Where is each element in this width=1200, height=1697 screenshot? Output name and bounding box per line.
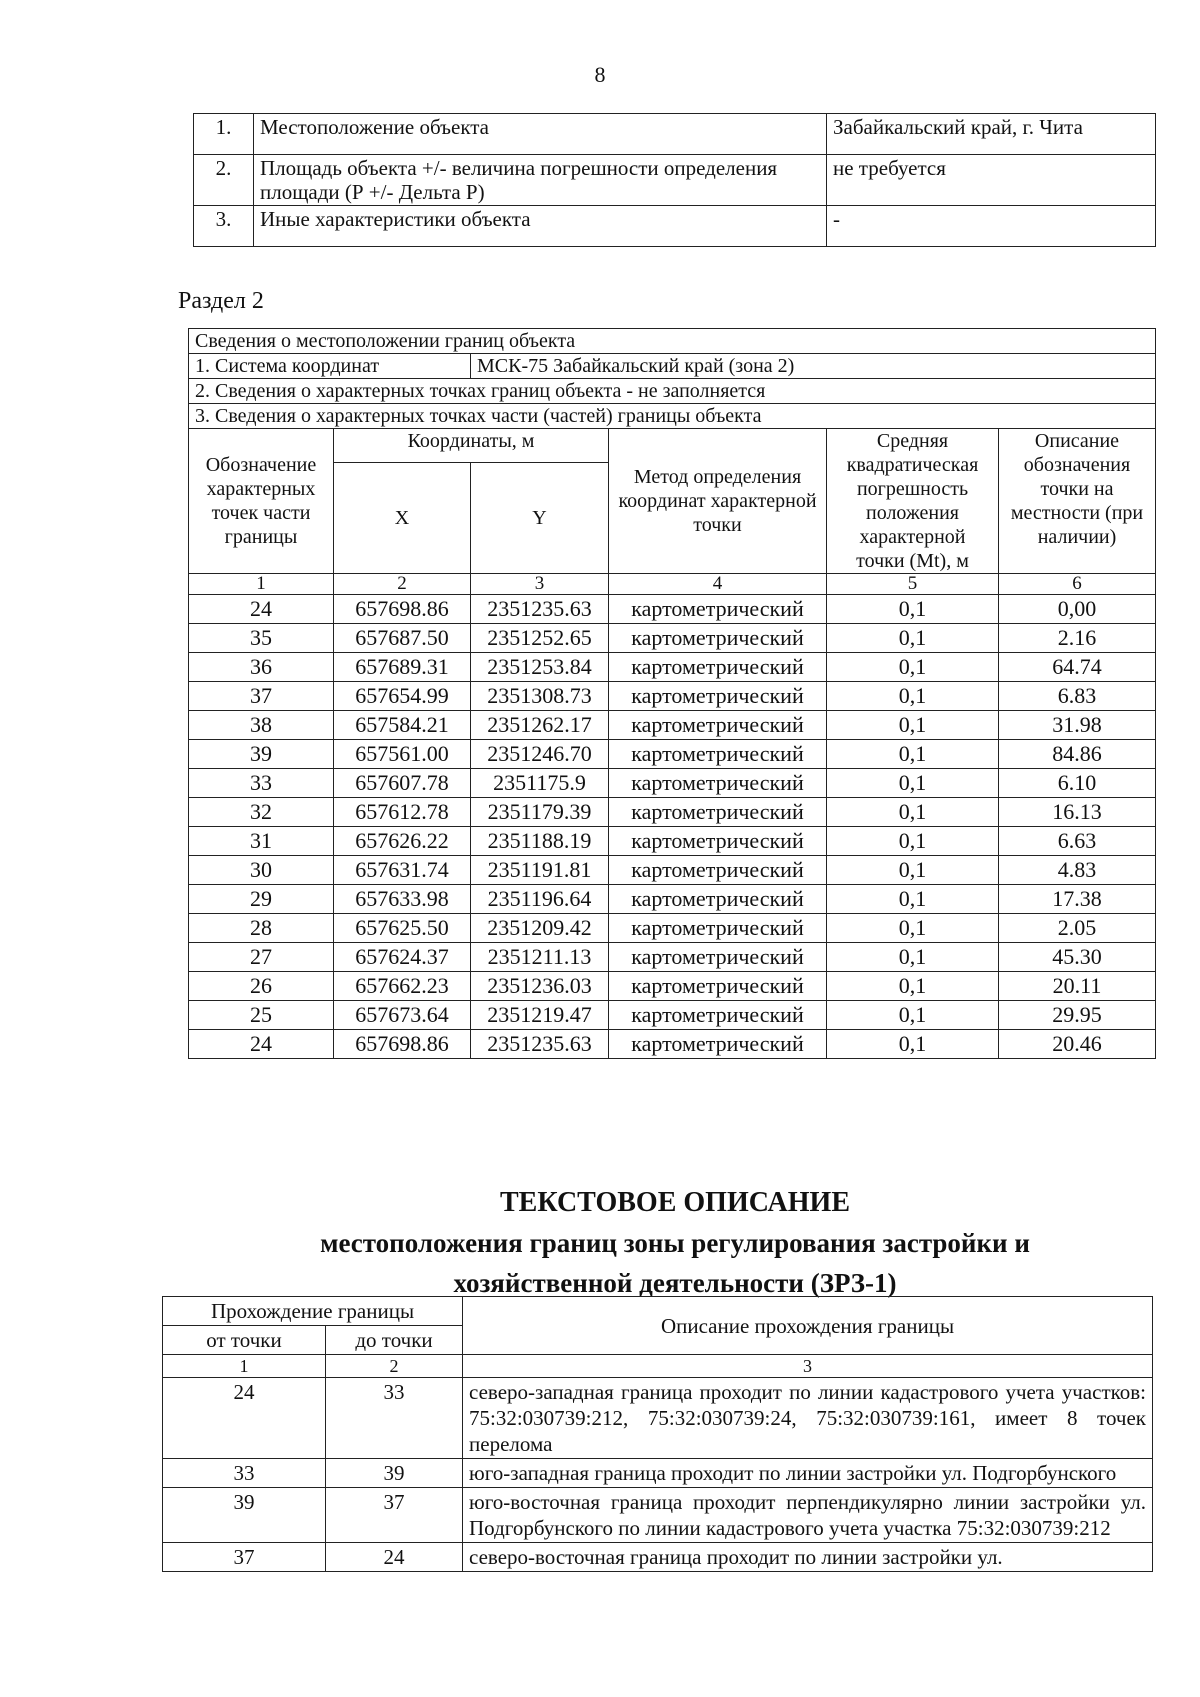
point-method: картометрический [609, 682, 827, 711]
point-id: 24 [189, 595, 334, 624]
page-number: 8 [594, 62, 606, 87]
boundary-points-table [188, 328, 1156, 1059]
table-row [163, 1378, 1153, 1459]
passage-description: северо-восточная граница проходит по линии застройки ул. [463, 1543, 1153, 1572]
point-error: 0,1 [827, 740, 999, 769]
point-error: 0,1 [827, 682, 999, 711]
point-id: 37 [189, 682, 334, 711]
point-method: картометрический [609, 856, 827, 885]
point-id: 39 [189, 740, 334, 769]
point-method: картометрический [609, 595, 827, 624]
passage-to: 39 [326, 1459, 463, 1488]
point-error: 0,1 [827, 943, 999, 972]
object-info-table [193, 113, 1156, 247]
point-id: 27 [189, 943, 334, 972]
text-description-subtitle-1: местоположения границ зоны регулирования застройки и [320, 1228, 1030, 1258]
point-id: 31 [189, 827, 334, 856]
point-method: картометрический [609, 769, 827, 798]
point-description: 64.74 [999, 653, 1156, 682]
point-description: 17.38 [999, 885, 1156, 914]
point-id: 36 [189, 653, 334, 682]
passage-from: 39 [163, 1488, 326, 1543]
passage-description: северо-западная граница проходит по линии кадастрового учета участков: 75:32:030739:212, 75:32:030739:24, 75:32:030739:161, имеет 8 точек перелома [463, 1378, 1153, 1459]
text-description-subtitle-2: хозяйственной деятельности (ЗРЗ-1) [453, 1268, 897, 1298]
row-number: 3. [194, 206, 254, 247]
point-error: 0,1 [827, 624, 999, 653]
column-number: 4 [609, 574, 827, 595]
point-y: 2351236.03 [471, 972, 609, 1001]
point-description: 2.16 [999, 624, 1156, 653]
point-x: 657612.78 [334, 798, 471, 827]
table-row [189, 740, 1156, 769]
table-row [189, 653, 1156, 682]
passage-from: 37 [163, 1543, 326, 1572]
table-row [189, 769, 1156, 798]
point-x: 657631.74 [334, 856, 471, 885]
table-row [189, 682, 1156, 711]
passage-to: 24 [326, 1543, 463, 1572]
header-method: Метод определения координат характерной точки [609, 429, 827, 574]
point-error: 0,1 [827, 914, 999, 943]
point-y: 2351188.19 [471, 827, 609, 856]
point-method: картометрический [609, 1001, 827, 1030]
passage-description: юго-западная граница проходит по линии застройки ул. Подгорбунского [463, 1459, 1153, 1488]
point-y: 2351235.63 [471, 1030, 609, 1059]
table-row [189, 885, 1156, 914]
point-description: 6.83 [999, 682, 1156, 711]
table-row [163, 1488, 1153, 1543]
row-label: Местоположение объекта [254, 114, 827, 155]
row-number: 1. [194, 114, 254, 155]
point-id: 33 [189, 769, 334, 798]
point-method: картометрический [609, 827, 827, 856]
point-id: 38 [189, 711, 334, 740]
table-row [163, 1459, 1153, 1488]
point-y: 2351175.9 [471, 769, 609, 798]
point-x: 657625.50 [334, 914, 471, 943]
point-id: 30 [189, 856, 334, 885]
text-description-title: ТЕКСТОВОЕ ОПИСАНИЕ [499, 1187, 850, 1218]
point-x: 657626.22 [334, 827, 471, 856]
point-y: 2351209.42 [471, 914, 609, 943]
point-method: картометрический [609, 711, 827, 740]
column-number: 1 [189, 574, 334, 595]
point-method: картометрический [609, 943, 827, 972]
point-method: картометрический [609, 972, 827, 1001]
point-description: 0,00 [999, 595, 1156, 624]
table-row [189, 1030, 1156, 1059]
table-row [189, 595, 1156, 624]
point-x: 657698.86 [334, 595, 471, 624]
passage-description: юго-восточная граница проходит перпендикулярно линии застройки ул. Подгорбунского по линии кадастрового учета участка 75:32:030739:212 [463, 1488, 1153, 1543]
coord-system-label: 1. Система координат [189, 354, 471, 379]
point-y: 2351253.84 [471, 653, 609, 682]
boundary-caption: Сведения о местоположении границ объекта [189, 329, 1156, 354]
table-row [189, 1001, 1156, 1030]
row-value: не требуется [827, 155, 1156, 206]
point-id: 28 [189, 914, 334, 943]
point-y: 2351219.47 [471, 1001, 609, 1030]
point-error: 0,1 [827, 769, 999, 798]
point-method: картометрический [609, 624, 827, 653]
boundary-note-3: 3. Сведения о характерных точках части (частей) границы объекта [189, 404, 1156, 429]
point-error: 0,1 [827, 1030, 999, 1059]
point-x: 657673.64 [334, 1001, 471, 1030]
boundary-passage-table [162, 1296, 1153, 1572]
passage-from: 33 [163, 1459, 326, 1488]
section-title: Раздел 2 [178, 288, 264, 314]
row-value: Забайкальский край, г. Чита [827, 114, 1156, 155]
row-label: Иные характеристики объекта [254, 206, 827, 247]
passage-to: 33 [326, 1378, 463, 1459]
table-row [189, 798, 1156, 827]
header-y: Y [471, 463, 609, 574]
point-x: 657584.21 [334, 711, 471, 740]
header-from: от точки [163, 1326, 326, 1355]
point-id: 25 [189, 1001, 334, 1030]
point-description: 31.98 [999, 711, 1156, 740]
point-id: 26 [189, 972, 334, 1001]
table-row [189, 943, 1156, 972]
point-x: 657662.23 [334, 972, 471, 1001]
point-x: 657698.86 [334, 1030, 471, 1059]
header-error: Средняя квадратическая погрешность положения характерной точки (Mt), м [827, 429, 999, 574]
table-row [194, 206, 1156, 247]
point-method: картометрический [609, 798, 827, 827]
point-error: 0,1 [827, 856, 999, 885]
table-row [189, 711, 1156, 740]
point-y: 2351196.64 [471, 885, 609, 914]
table-row [189, 624, 1156, 653]
point-error: 0,1 [827, 885, 999, 914]
point-error: 0,1 [827, 1001, 999, 1030]
table-row [194, 155, 1156, 206]
point-error: 0,1 [827, 827, 999, 856]
point-y: 2351246.70 [471, 740, 609, 769]
passage-to: 37 [326, 1488, 463, 1543]
table-row [189, 856, 1156, 885]
header-desc: Описание обозначения точки на местности (при наличии) [999, 429, 1156, 574]
point-error: 0,1 [827, 653, 999, 682]
point-x: 657633.98 [334, 885, 471, 914]
point-error: 0,1 [827, 595, 999, 624]
table-row [189, 972, 1156, 1001]
header-passage-desc: Описание прохождения границы [463, 1297, 1153, 1355]
point-y: 2351235.63 [471, 595, 609, 624]
point-id: 29 [189, 885, 334, 914]
header-passage: Прохождение границы [163, 1297, 463, 1326]
point-method: картометрический [609, 740, 827, 769]
point-description: 6.63 [999, 827, 1156, 856]
point-x: 657687.50 [334, 624, 471, 653]
column-number: 5 [827, 574, 999, 595]
point-description: 29.95 [999, 1001, 1156, 1030]
point-x: 657624.37 [334, 943, 471, 972]
point-description: 20.46 [999, 1030, 1156, 1059]
point-x: 657607.78 [334, 769, 471, 798]
point-x: 657654.99 [334, 682, 471, 711]
point-y: 2351191.81 [471, 856, 609, 885]
column-number: 3 [463, 1355, 1153, 1378]
point-id: 24 [189, 1030, 334, 1059]
point-y: 2351211.13 [471, 943, 609, 972]
row-number: 2. [194, 155, 254, 206]
point-x: 657689.31 [334, 653, 471, 682]
point-description: 4.83 [999, 856, 1156, 885]
coord-system-value: МСК-75 Забайкальский край (зона 2) [471, 354, 1156, 379]
point-method: картометрический [609, 885, 827, 914]
point-id: 32 [189, 798, 334, 827]
boundary-note-2: 2. Сведения о характерных точках границ объекта - не заполняется [189, 379, 1156, 404]
header-to: до точки [326, 1326, 463, 1355]
column-number: 3 [471, 574, 609, 595]
point-y: 2351179.39 [471, 798, 609, 827]
point-method: картометрический [609, 1030, 827, 1059]
point-method: картометрический [609, 914, 827, 943]
point-error: 0,1 [827, 798, 999, 827]
point-method: картометрический [609, 653, 827, 682]
point-description: 45.30 [999, 943, 1156, 972]
column-number: 6 [999, 574, 1156, 595]
row-label: Площадь объекта +/- величина погрешности определения площади (Р +/- Дельта Р) [254, 155, 827, 206]
table-row [163, 1543, 1153, 1572]
point-y: 2351262.17 [471, 711, 609, 740]
table-row [189, 827, 1156, 856]
point-y: 2351252.65 [471, 624, 609, 653]
point-id: 35 [189, 624, 334, 653]
point-description: 2.05 [999, 914, 1156, 943]
point-description: 6.10 [999, 769, 1156, 798]
column-number: 2 [334, 574, 471, 595]
header-coords: Координаты, м [334, 429, 609, 463]
point-description: 84.86 [999, 740, 1156, 769]
header-x: X [334, 463, 471, 574]
passage-from: 24 [163, 1378, 326, 1459]
row-value: - [827, 206, 1156, 247]
table-row [194, 114, 1156, 155]
point-description: 16.13 [999, 798, 1156, 827]
table-row [189, 914, 1156, 943]
point-error: 0,1 [827, 972, 999, 1001]
point-description: 20.11 [999, 972, 1156, 1001]
point-y: 2351308.73 [471, 682, 609, 711]
column-number: 2 [326, 1355, 463, 1378]
column-number: 1 [163, 1355, 326, 1378]
point-error: 0,1 [827, 711, 999, 740]
header-point: Обозначение характерных точек части границы [189, 429, 334, 574]
point-x: 657561.00 [334, 740, 471, 769]
